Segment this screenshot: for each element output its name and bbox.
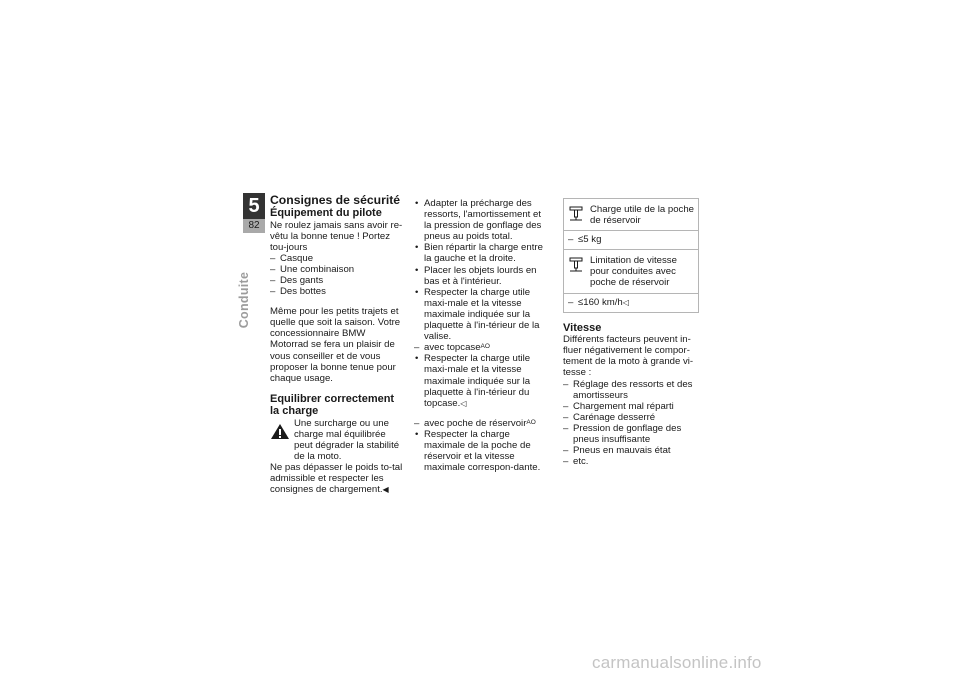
equipment-paragraph: Même pour les petits trajets et quelle que soit la saison. Votre concessionnaire BMW Motorrad se fera un plaisir de vous conseiller et de vous proposer la bonne tenue pour chaque usage. bbox=[270, 306, 401, 384]
chapter-label bbox=[232, 270, 256, 330]
spec-title: Charge utile de la poche de réservoir bbox=[590, 204, 695, 227]
equipment-heading: Équipement du pilote bbox=[270, 207, 382, 219]
option-sup: AO bbox=[526, 418, 536, 426]
warning-text-cont: Ne pas dépasser le poids to-tal admissible et respecter les consignes de chargement.◀ bbox=[270, 462, 403, 496]
spec-box-load bbox=[563, 198, 699, 250]
list-item: – Pneus en mauvais état bbox=[563, 445, 699, 456]
end-marker: ◁ bbox=[460, 398, 467, 408]
chapter-label-text: Conduite bbox=[237, 271, 251, 329]
end-marker: ◁ bbox=[622, 297, 629, 307]
warning-triangle-icon bbox=[270, 423, 292, 440]
chapter-tab bbox=[243, 193, 265, 233]
list-item: • Placer les objets lourds en bas et à l'intérieur. bbox=[414, 265, 550, 287]
warning-text: Une surcharge ou une charge mal équilibrée peut dégrader la stabilité de la moto. bbox=[294, 417, 400, 463]
column-1 bbox=[270, 193, 406, 495]
watermark: carmanualsonline.info bbox=[592, 653, 762, 672]
list-item: • Respecter la charge maximale de la poche de réservoir et la vitesse maximale correspon-dante. bbox=[414, 429, 550, 473]
page-number: 82 bbox=[243, 219, 265, 233]
list-item: – etc. bbox=[563, 456, 699, 467]
spec-wrench-icon bbox=[568, 204, 590, 226]
list-item: – Une combinaison bbox=[270, 264, 406, 275]
load-heading: Equilibrer correctement la charge bbox=[270, 392, 395, 418]
option-sup: AO bbox=[480, 343, 490, 351]
speed-intro: Différents facteurs peuvent in-fluer négativement le compor-tement de la moto à grande vi-tesse : bbox=[563, 334, 694, 379]
list-item: – Réglage des ressorts et des amortisseurs bbox=[563, 379, 699, 401]
list-item: – Chargement mal réparti bbox=[563, 401, 699, 412]
list-item: • Bien répartir la charge entre la gauche et la droite. bbox=[414, 242, 550, 264]
column-3 bbox=[563, 198, 699, 467]
spec-wrench-icon bbox=[568, 255, 590, 288]
spec-box-speed bbox=[563, 250, 699, 312]
end-marker: ◀ bbox=[382, 485, 389, 495]
speed-heading: Vitesse bbox=[563, 321, 602, 334]
section-title: Consignes de sécurité bbox=[270, 193, 401, 207]
topcase-label: – avec topcase$^{AO}$ bbox=[414, 342, 550, 353]
list-item: – Pression de gonflage des pneus insuffisante bbox=[563, 423, 699, 445]
chapter-number: 5 bbox=[243, 193, 265, 219]
list-item: – Des gants bbox=[270, 275, 406, 286]
column-2 bbox=[414, 198, 550, 473]
spec-value: – ≤160 km/h◁ bbox=[568, 297, 694, 308]
list-item: • Respecter la charge utile maxi-male et la vitesse maximale indiquée sur la plaquette à l'in-térieur du topcase.◁ bbox=[414, 353, 550, 408]
list-item: • Adapter la précharge des ressorts, l'amortissement et la pression de gonflage des pneus au poids total. bbox=[414, 198, 550, 242]
warning-block bbox=[270, 418, 406, 462]
list-item: – Casque bbox=[270, 253, 406, 264]
tank-label: – avec poche de réservoir$^{AO}$ bbox=[414, 418, 550, 429]
list-item: – Des bottes bbox=[270, 286, 406, 297]
equipment-intro: Ne roulez jamais sans avoir re-vêtu la bonne tenue ! Portez tou-jours bbox=[270, 219, 403, 253]
spec-title: Limitation de vitesse pour conduites avec poche de réservoir bbox=[590, 255, 677, 289]
spec-value: – ≤5 kg bbox=[568, 234, 694, 245]
list-item: – Carénage desserré bbox=[563, 412, 699, 423]
list-item: • Respecter la charge utile maxi-male et la vitesse maximale indiquée sur la plaquette à l'in-térieur de la valise. bbox=[414, 287, 550, 342]
